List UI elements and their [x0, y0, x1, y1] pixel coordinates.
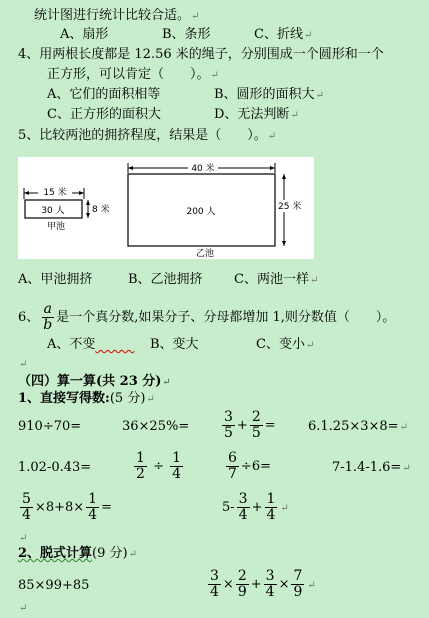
blank-line-mark: ↵ [19, 359, 28, 370]
q6-option-a: A、不变​ [47, 337, 135, 352]
q3-option-b: B、条形 [162, 27, 211, 42]
section4-title: （四）算一算(共 23 分)↵ [18, 374, 171, 389]
q4-stem-line2: 正方形，可以肯定（ ）。↵ [47, 67, 219, 82]
q4-option-d: D、无法判断↵ [214, 107, 299, 122]
q3-stem-tail: 统计图进行统计比较合适。↵ [34, 8, 200, 23]
expr-8: 7-1.4-1.6=↵ [332, 460, 411, 475]
q6-option-c: C、变小↵ [256, 337, 315, 352]
q5-option-c: C、两池一样↵ [234, 272, 319, 287]
q4-option-c: C、正方形的面积大 [47, 107, 161, 122]
pool-b-height-label: 25 米 [278, 202, 302, 212]
part2-heading: 2、脱式计算(9 分)↵ [18, 546, 137, 561]
expr-1: 910÷70= [18, 419, 82, 434]
pool-a-height-label: 8 米 [92, 205, 110, 215]
expr-12: $\frac{3}{4}$ × $\frac{2}{9}$ + $\frac{3}{4}$ × $\frac{7}{9}$ ↵ [210, 568, 316, 600]
q3-option-a: A、扇形 [60, 27, 109, 42]
pool-a-people: 30 人 [41, 206, 65, 216]
pool-b-people: 200 人 [186, 207, 216, 217]
expr-11: 85×99+85 [18, 578, 90, 593]
blank-line-mark-2: ↵ [19, 533, 28, 544]
expr-4: 6.1.25×3×8=↵ [308, 419, 408, 434]
expr-2: 36×25%= [122, 419, 190, 434]
pool-a-name: 甲池 [47, 222, 66, 232]
q4-stem-line1: 4、用两根长度都是 12.56 米的绳子，分别围成一个圆形和一个 [18, 47, 384, 62]
expr-10: 5- $\frac{3}{4}$ + $\frac{1}{4}$ ↵ [222, 491, 289, 523]
q4-option-a: A、它们的面积相等 [47, 87, 161, 102]
q6-option-b: B、变大 [150, 337, 199, 352]
blank-line-mark-3: ↵ [19, 603, 28, 614]
q6-fraction: $\frac{a}{b}$ [43, 301, 53, 333]
expr-3: $\frac{3}{5}$ + $\frac{2}{5}$ = [224, 409, 276, 441]
expr-7: $\frac{6}{7}$ ÷6= [228, 450, 271, 482]
q3-option-c: C、折线↵ [254, 27, 313, 42]
expr-5: 1.02-0.43= [18, 460, 92, 475]
q5-option-b: B、乙池拥挤 [128, 272, 203, 287]
pool-diagram [18, 157, 314, 259]
part1-heading: 1、直接写得数:(5 分)↵ [18, 391, 155, 406]
expr-9: $\frac{5}{4}$ ×8+8× $\frac{1}{4}$ = [22, 491, 112, 523]
pool-b-width-label: 40 米 [191, 164, 215, 174]
pool-b-name: 乙池 [196, 249, 215, 259]
q6-stem: 6、 $\frac{a}{b}$ 是一个真分数,如果分子、分母都增加 1,则分数值（ ）。 [18, 301, 396, 333]
expr-6: $\frac{1}{2}$ ÷ $\frac{1}{4}$ [136, 450, 182, 482]
q5-option-a: A、甲池拥挤 [18, 272, 93, 287]
q4-option-b: B、圆形的面积大↵ [214, 87, 324, 102]
q5-stem: 5、比较两池的拥挤程度，结果是（ ）。↵ [18, 128, 277, 143]
pool-a-width-label: 15 米 [43, 188, 67, 198]
